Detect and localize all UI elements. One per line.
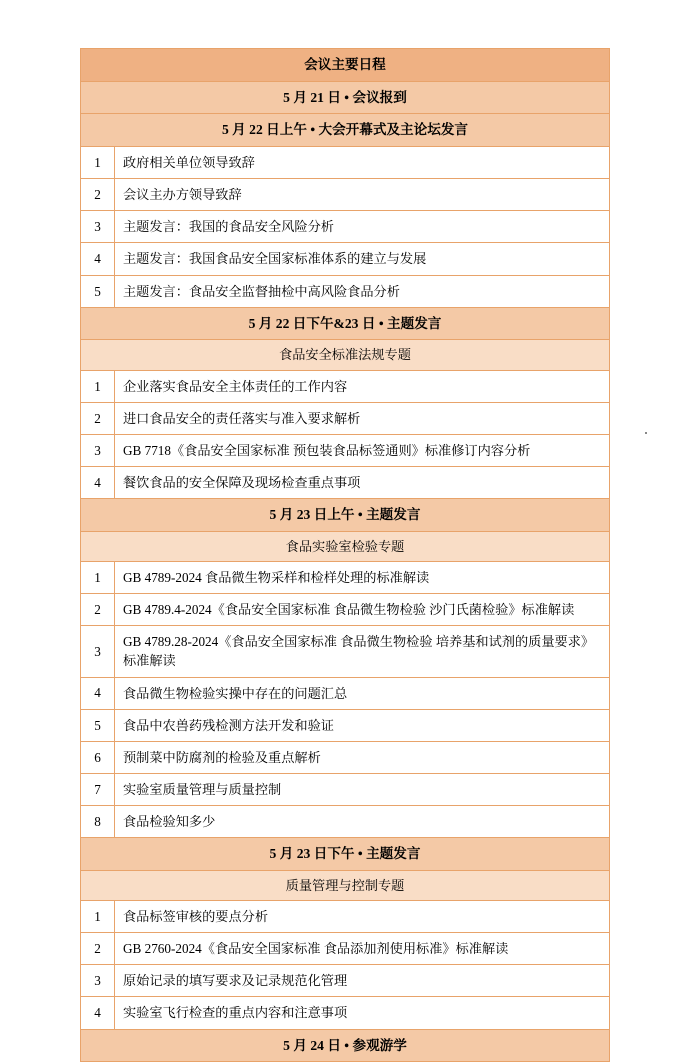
item-number: 8 xyxy=(94,814,101,830)
table-row xyxy=(81,370,610,402)
item-text: 会议主办方领导致辞 xyxy=(123,187,242,203)
item-text: 食品标签审核的要点分析 xyxy=(123,909,269,925)
table-row xyxy=(81,677,610,709)
section-label: 5 月 24 日 • 参观游学 xyxy=(283,1037,407,1053)
section-label: 5 月 22 日下午&23 日 • 主题发言 xyxy=(248,315,442,331)
item-text: GB 4789-2024 食品微生物采样和检样处理的标准解读 xyxy=(123,569,430,585)
agenda-section-row xyxy=(81,81,610,114)
table-row xyxy=(81,773,610,805)
item-text: 食品微生物检验实操中存在的问题汇总 xyxy=(123,685,348,701)
item-text: GB 2760-2024《食品安全国家标准 食品添加剂使用标准》标准解读 xyxy=(123,941,509,957)
table-row xyxy=(81,147,610,179)
item-text: 主题发言：我国食品安全国家标准体系的建立与发展 xyxy=(123,251,427,267)
agenda-title: 会议主要日程 xyxy=(304,57,386,72)
item-text: 政府相关单位领导致辞 xyxy=(123,155,255,171)
item-text: 实验室质量管理与质量控制 xyxy=(123,781,282,797)
item-text: GB 4789.28-2024《食品安全国家标准 食品微生物检验 培养基和试剂的质量要求》标准解读 xyxy=(123,634,595,669)
document-page xyxy=(80,48,610,1062)
item-number: 5 xyxy=(94,717,101,733)
page-mark xyxy=(645,432,647,434)
section-label: 5 月 22 日上午 • 大会开幕式及主论坛发言 xyxy=(221,122,469,138)
section-label: 5 月 21 日 • 会议报到 xyxy=(283,89,407,105)
table-row xyxy=(81,741,610,773)
item-number: 1 xyxy=(94,378,101,394)
agenda-subsection-row xyxy=(81,340,610,370)
item-number: 4 xyxy=(94,474,101,490)
table-row xyxy=(81,466,610,498)
table-row xyxy=(81,901,610,933)
subsection-label: 食品安全标准法规专题 xyxy=(279,347,411,363)
table-row xyxy=(81,402,610,434)
table-row xyxy=(81,211,610,243)
item-text: 企业落实食品安全主体责任的工作内容 xyxy=(123,378,348,394)
item-text: 食品中农兽药残检测方法开发和验证 xyxy=(123,717,334,733)
agenda-table xyxy=(80,48,610,1062)
table-row xyxy=(81,275,610,307)
item-number: 2 xyxy=(94,941,101,957)
table-row xyxy=(81,594,610,626)
item-number: 6 xyxy=(94,749,101,765)
item-text: 原始记录的填写要求及记录规范化管理 xyxy=(123,973,348,989)
item-number: 2 xyxy=(94,410,101,426)
item-number: 3 xyxy=(94,643,101,659)
item-text: 餐饮食品的安全保障及现场检查重点事项 xyxy=(123,474,361,490)
item-number: 1 xyxy=(94,569,101,585)
item-text: 主题发言：我国的食品安全风险分析 xyxy=(123,219,334,235)
item-number: 4 xyxy=(94,685,101,701)
item-number: 1 xyxy=(94,909,101,925)
item-text: 预制菜中防腐剂的检验及重点解析 xyxy=(123,749,321,765)
item-text: GB 7718《食品安全国家标准 预包装食品标签通则》标准修订内容分析 xyxy=(123,442,531,458)
item-number: 1 xyxy=(94,155,101,170)
table-row xyxy=(81,709,610,741)
section-label: 5 月 23 日下午 • 主题发言 xyxy=(269,846,421,862)
agenda-body xyxy=(81,49,610,1062)
item-number: 2 xyxy=(94,602,101,618)
agenda-title-row xyxy=(81,49,610,82)
item-text: 食品检验知多少 xyxy=(123,814,216,830)
table-row xyxy=(81,243,610,275)
item-number: 7 xyxy=(94,781,101,797)
table-row xyxy=(81,806,610,838)
table-row xyxy=(81,434,610,466)
agenda-section-row xyxy=(81,1029,610,1062)
section-label: 5 月 23 日上午 • 主题发言 xyxy=(269,507,421,523)
item-number: 3 xyxy=(94,442,101,458)
agenda-section-row xyxy=(81,114,610,147)
item-number: 3 xyxy=(94,219,101,235)
subsection-label: 质量管理与控制专题 xyxy=(285,877,405,893)
item-text: GB 4789.4-2024《食品安全国家标准 食品微生物检验 沙门氏菌检验》标准解读 xyxy=(123,602,575,618)
table-row xyxy=(81,933,610,965)
agenda-subsection-row xyxy=(81,531,610,561)
table-row xyxy=(81,626,610,677)
agenda-section-row xyxy=(81,499,610,532)
item-number: 5 xyxy=(94,283,101,299)
subsection-label: 食品实验室检验专题 xyxy=(285,538,405,554)
table-row xyxy=(81,997,610,1029)
table-row xyxy=(81,561,610,593)
item-text: 主题发言：食品安全监督抽检中高风险食品分析 xyxy=(123,283,400,299)
agenda-subsection-row xyxy=(81,870,610,900)
item-number: 4 xyxy=(94,1005,101,1021)
item-text: 实验室飞行检查的重点内容和注意事项 xyxy=(123,1005,348,1021)
item-number: 3 xyxy=(94,973,101,989)
item-number: 2 xyxy=(94,187,101,203)
agenda-section-row xyxy=(81,307,610,340)
table-row xyxy=(81,179,610,211)
table-row xyxy=(81,965,610,997)
agenda-section-row xyxy=(81,838,610,871)
item-number: 4 xyxy=(94,251,101,267)
item-text: 进口食品安全的责任落实与准入要求解析 xyxy=(123,410,361,426)
